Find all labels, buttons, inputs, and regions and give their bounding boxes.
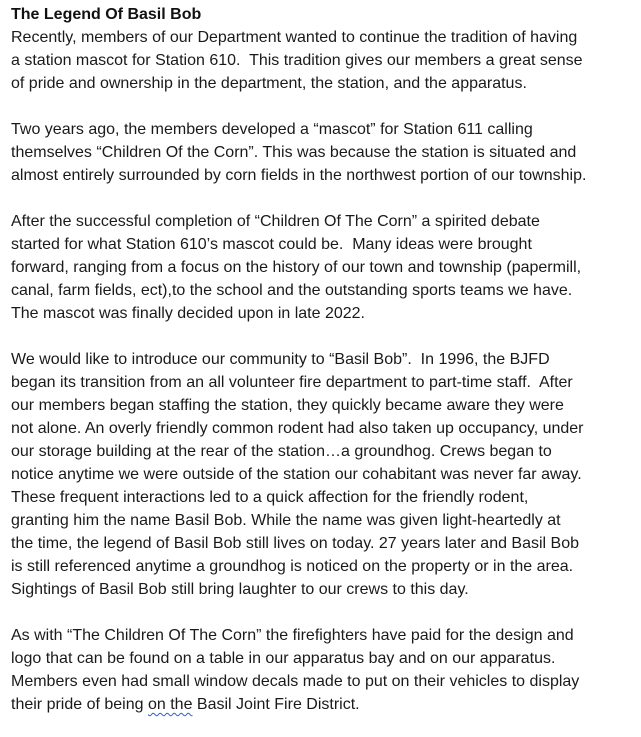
- text-segment: their pride of being: [11, 696, 148, 713]
- text-line: These frequent interactions led to a quick affection for the friendly rodent,: [11, 489, 529, 506]
- text-line: themselves “Children Of the Corn”. This was because the station is situated and: [11, 144, 577, 161]
- text-line: of pride and ownership in the department, the station, and the apparatus.: [11, 75, 527, 92]
- paragraph-1: [11, 26, 639, 95]
- text-line: notice anytime we were outside of the station our cohabitant was never far away.: [11, 466, 582, 483]
- text-line: As with “The Children Of The Corn” the firefighters have paid for the design and: [11, 627, 574, 644]
- text-line: almost entirely surrounded by corn fields in the northwest portion of our township.: [11, 167, 587, 184]
- text-line: granting him the name Basil Bob. While the name was given light-heartedly at: [11, 512, 561, 529]
- text-line: forward, ranging from a focus on the history of our town and township (papermill,: [11, 259, 582, 276]
- paragraph-2: [11, 118, 639, 187]
- text-line: not alone. An overly friendly common rodent had also taken up occupancy, under: [11, 420, 584, 437]
- text-line: canal, farm fields, ect),to the school and the outstanding sports teams we have.: [11, 282, 573, 299]
- text-line: our members began staffing the station, they quickly became aware they were: [11, 397, 564, 414]
- text-line-last: [11, 693, 639, 716]
- text-line: began its transition from an all volunteer fire department to part-time staff. After: [11, 374, 573, 391]
- text-line: We would like to introduce our community to “Basil Bob”. In 1996, the BJFD: [11, 351, 550, 368]
- text-line: The mascot was finally decided upon in late 2022.: [11, 305, 365, 322]
- text-line: Members even had small window decals made to put on their vehicles to display: [11, 673, 580, 690]
- grammar-flagged-text[interactable]: on the: [147, 696, 193, 713]
- text-line: After the successful completion of “Children Of The Corn” a spirited debate: [11, 213, 540, 230]
- text-line: is still referenced anytime a groundhog is noticed on the property or in the area.: [11, 558, 574, 575]
- text-line: a station mascot for Station 610. This tradition gives our members a great sense: [11, 52, 583, 69]
- text-line: our storage building at the rear of the station…a groundhog. Crews began to: [11, 443, 552, 460]
- paragraph-3: [11, 210, 639, 325]
- document-title: The Legend Of Basil Bob: [11, 6, 202, 23]
- text-line: Two years ago, the members developed a “mascot” for Station 611 calling: [11, 121, 533, 138]
- paragraph-4: [11, 348, 639, 601]
- document-body: [11, 3, 639, 716]
- text-segment: Basil Joint Fire District.: [192, 696, 360, 713]
- text-line: the time, the legend of Basil Bob still lives on today. 27 years later and Basil Bob: [11, 535, 580, 552]
- text-line: started for what Station 610’s mascot could be. Many ideas were brought: [11, 236, 532, 253]
- paragraph-5: [11, 624, 639, 716]
- text-line: Sightings of Basil Bob still bring laughter to our crews to this day.: [11, 581, 469, 598]
- text-line: Recently, members of our Department wanted to continue the tradition of having: [11, 29, 578, 46]
- text-line: logo that can be found on a table in our apparatus bay and on our apparatus.: [11, 650, 556, 667]
